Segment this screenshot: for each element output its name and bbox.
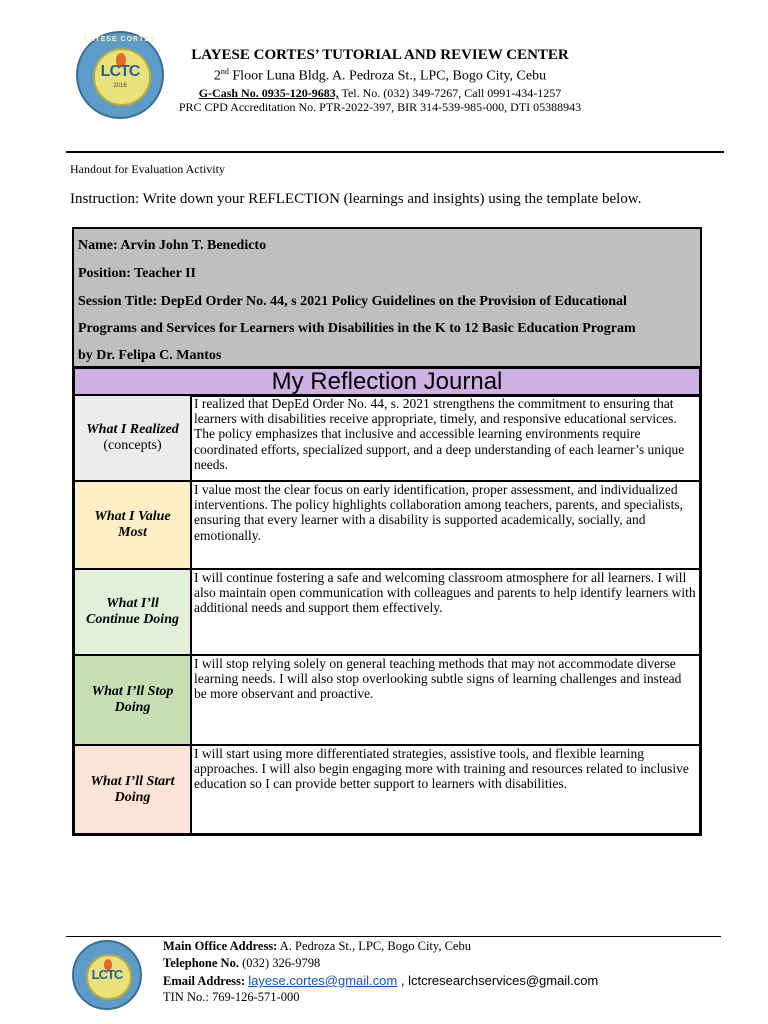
journal-row-start	[75, 746, 699, 833]
instruction-text: Instruction: Write down your REFLECTION (learnings and insights) using the template below.	[70, 191, 642, 207]
logo-arc-text: LAYESE CORTES	[84, 36, 156, 43]
phone-numbers: Tel. No. (032) 349-7267, Call 0991-434-1257	[338, 86, 562, 100]
journal-row-text: I realized that DepEd Order No. 44, s. 2021 strengthens the commitment to ensuring that learners with disabilities receive appropriate, timely, and responsive educational services. The policy emphasizes that inclusive and accessible learning environments require coordinated efforts, specialized support, and a deep understanding of each learner’s unique needs.	[194, 396, 685, 472]
telephone-label: Telephone No.	[163, 956, 239, 970]
journal-row-stop	[75, 656, 699, 744]
email-link[interactable]: layese.cortes@gmail.com	[248, 973, 398, 988]
journal-row-label	[75, 746, 192, 833]
journal-row-value	[75, 482, 699, 568]
row-label-title: What I’ll Stop Doing	[91, 684, 174, 715]
center-logo	[76, 31, 164, 119]
footer-logo	[72, 940, 142, 1010]
row-label-title: What I’ll Continue Doing	[86, 596, 179, 627]
session-title-line3: by Dr. Felipa C. Mantos	[78, 348, 222, 363]
journal-row-realized	[75, 396, 699, 480]
row-label-subtitle: (concepts)	[103, 438, 162, 453]
participant-name: Name: Arvin John T. Benedicto	[78, 238, 267, 253]
journal-row-text: I will continue fostering a safe and welcoming classroom atmosphere for all learners. I will also maintain open communication with colleagues and parents to help identify learners with additional needs and support them effectively.	[194, 570, 696, 616]
footer-divider	[66, 936, 721, 937]
telephone-value: (032) 326-9798	[238, 956, 321, 970]
handout-label: Handout for Evaluation Activity	[70, 162, 225, 176]
logo-mark: LCTC	[100, 63, 140, 80]
row-label-title: What I Realized	[86, 422, 179, 437]
session-title-line1: Session Title: DepEd Order No. 44, s 2021 Policy Guidelines on the Provision of Educational	[78, 294, 627, 309]
journal-row-label	[75, 396, 192, 480]
participant-position: Position: Teacher II	[78, 266, 196, 281]
address-floor-number: 2	[213, 68, 221, 84]
center-address	[160, 67, 600, 85]
session-title-line2: Programs and Services for Learners with Disabilities in the K to 12 Basic Education Program	[78, 321, 636, 336]
journal-row-text: I value most the clear focus on early identification, proper assessment, and individualized interventions. The policy highlights collaboration among teachers, parents, and specialists, ensuring that every learner with a disability is supported academically, socially, and emotionally.	[194, 482, 684, 543]
journal-row-label	[75, 570, 192, 654]
journal-row-label	[75, 482, 192, 568]
journal-row-text: I will stop relying solely on general teaching methods that may not accommodate diverse learning needs. I will also stop overlooking subtle signs of learning challenges and instead be more observant and proactive.	[194, 656, 682, 702]
logo-mark: LCTC	[91, 967, 123, 982]
email-secondary: , lctcresearchservices@gmail.com	[397, 973, 599, 988]
center-name: LAYESE CORTES’ TUTORIAL AND REVIEW CENTER	[191, 47, 569, 63]
row-label-title: What I’ll Start Doing	[90, 773, 175, 805]
journal-row-continue	[75, 570, 699, 654]
header-divider	[66, 151, 724, 153]
footer-tin: TIN No.: 769-126-571-000	[163, 990, 300, 1004]
journal-title: My Reflection Journal	[72, 366, 702, 397]
footer-office	[163, 939, 471, 954]
gcash-number: G-Cash No. 0935-120-9683,	[198, 86, 339, 100]
office-label: Main Office Address:	[163, 939, 278, 953]
participant-info-box	[72, 227, 702, 367]
address-street: Floor Luna Bldg. A. Pedroza St., LPC, Bogo City, Cebu	[228, 68, 547, 84]
footer-email	[163, 973, 598, 989]
office-value: A. Pedroza St., LPC, Bogo City, Cebu	[277, 939, 471, 953]
journal-row-label	[75, 656, 192, 744]
reflection-journal-table	[72, 396, 702, 836]
accreditation-line: PRC CPD Accreditation No. PTR-2022-397, BIR 314-539-985-000, DTI 05388943	[178, 100, 582, 114]
address-floor-suffix: nd	[220, 67, 229, 76]
logo-year: 2016	[113, 83, 127, 89]
footer-telephone	[163, 956, 320, 971]
row-label-title: What I Value Most	[94, 509, 171, 540]
email-label: Email Address:	[163, 974, 246, 988]
center-contact	[160, 86, 600, 101]
journal-row-text: I will start using more differentiated strategies, assistive tools, and flexible learning approaches. I will also begin engaging more with training and resources related to inclusive education so I can provide better support to learners with disabilities.	[194, 746, 689, 792]
